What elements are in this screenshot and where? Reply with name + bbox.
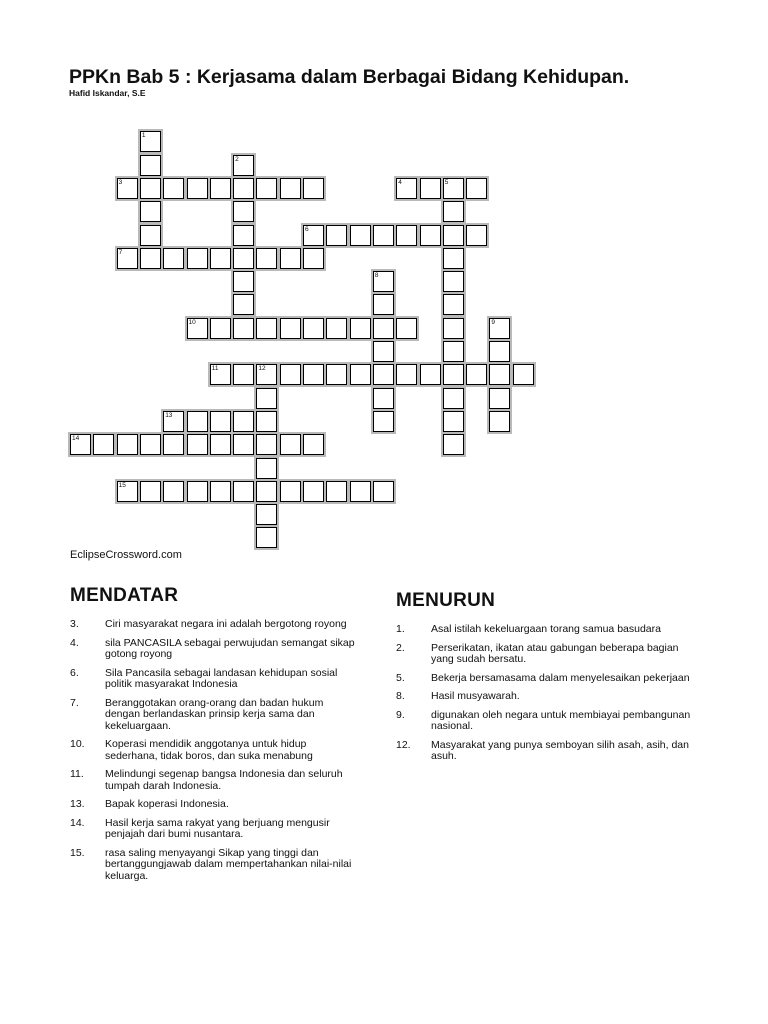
cell-number: 10 bbox=[188, 318, 196, 326]
crossword-cell[interactable] bbox=[187, 248, 208, 269]
clue-item bbox=[70, 698, 360, 733]
crossword-cell[interactable] bbox=[163, 178, 184, 199]
crossword-cell[interactable] bbox=[443, 178, 464, 199]
crossword-cell[interactable] bbox=[187, 318, 208, 339]
crossword-cell[interactable] bbox=[233, 434, 254, 455]
clue-number: 8. bbox=[396, 690, 405, 702]
crossword-cell[interactable] bbox=[373, 364, 394, 385]
cell-number: 11 bbox=[211, 365, 219, 373]
crossword-cell[interactable] bbox=[466, 225, 487, 246]
clue-item bbox=[70, 818, 360, 841]
clue-number: 7. bbox=[70, 696, 79, 709]
crossword-cell[interactable] bbox=[326, 318, 347, 339]
clue-text: rasa saling menyayangi Sikap yang tinggi dan bertanggungjawab dalam mempertahankan nilai-nilai keluarga. bbox=[105, 846, 352, 882]
crossword-cell[interactable] bbox=[443, 248, 464, 269]
crossword-cell[interactable] bbox=[443, 294, 464, 315]
crossword-cell[interactable] bbox=[326, 364, 347, 385]
crossword-cell[interactable] bbox=[466, 178, 487, 199]
crossword-cell[interactable] bbox=[350, 364, 371, 385]
clue-item bbox=[70, 799, 360, 811]
crossword-cell[interactable] bbox=[303, 434, 324, 455]
clue-item bbox=[70, 668, 360, 691]
clue-item bbox=[70, 848, 360, 883]
crossword-cell[interactable] bbox=[420, 178, 441, 199]
clue-number: 15. bbox=[70, 846, 85, 859]
crossword-cell[interactable] bbox=[303, 248, 324, 269]
crossword-cell[interactable] bbox=[280, 178, 301, 199]
crossword-cell[interactable] bbox=[163, 481, 184, 502]
clue-item bbox=[70, 769, 360, 792]
crossword-cell[interactable] bbox=[163, 434, 184, 455]
crossword-cell[interactable] bbox=[256, 434, 277, 455]
crossword-cell[interactable] bbox=[396, 178, 417, 199]
clue-text: Beranggotakan orang-orang dan badan hukum dengan berlandaskan prinsip kerja sama dan kekeluargaan. bbox=[105, 696, 324, 732]
across-clue-list bbox=[70, 619, 360, 889]
clue-number: 5. bbox=[396, 671, 405, 684]
crossword-cell[interactable] bbox=[396, 225, 417, 246]
cell-number: 6 bbox=[305, 225, 309, 233]
crossword-cell[interactable] bbox=[443, 364, 464, 385]
crossword-cell[interactable] bbox=[280, 481, 301, 502]
crossword-cell[interactable] bbox=[233, 225, 254, 246]
crossword-cell[interactable] bbox=[233, 364, 254, 385]
crossword-cell[interactable] bbox=[256, 364, 277, 385]
clue-text: digunakan oleh negara untuk membiayai pembangunan nasional. bbox=[431, 708, 691, 732]
clue-text: sila PANCASILA sebagai perwujudan semangat sikap gotong royong bbox=[105, 636, 355, 660]
crossword-cell[interactable] bbox=[70, 434, 91, 455]
crossword-cell[interactable] bbox=[233, 178, 254, 199]
crossword-cell[interactable] bbox=[233, 248, 254, 269]
crossword-cell[interactable] bbox=[443, 434, 464, 455]
clue-number: 9. bbox=[396, 708, 405, 721]
crossword-cell[interactable] bbox=[350, 318, 371, 339]
crossword-cell[interactable] bbox=[233, 411, 254, 432]
crossword-cell[interactable] bbox=[280, 248, 301, 269]
crossword-cell[interactable] bbox=[256, 178, 277, 199]
crossword-cell[interactable] bbox=[210, 318, 231, 339]
cell-number: 2 bbox=[235, 155, 239, 163]
clue-text: Bekerja bersamasama dalam menyelesaikan pekerjaan bbox=[431, 671, 690, 684]
clue-item bbox=[396, 673, 696, 685]
crossword-cell[interactable] bbox=[93, 434, 114, 455]
crossword-cell[interactable] bbox=[163, 411, 184, 432]
crossword-cell[interactable] bbox=[303, 318, 324, 339]
clue-item bbox=[396, 624, 696, 636]
clue-text: Hasil musyawarah. bbox=[431, 690, 520, 702]
clue-number: 3. bbox=[70, 618, 79, 630]
crossword-cell[interactable] bbox=[489, 388, 510, 409]
crossword-cell[interactable] bbox=[233, 318, 254, 339]
cell-number: 1 bbox=[141, 132, 146, 140]
crossword-cell[interactable] bbox=[373, 318, 394, 339]
crossword-cell[interactable] bbox=[256, 318, 277, 339]
clue-text: Asal istilah kekeluargaan torang samua basudara bbox=[431, 623, 661, 635]
crossword-cell[interactable] bbox=[443, 201, 464, 222]
clue-number: 12. bbox=[396, 738, 411, 751]
crossword-cell[interactable] bbox=[280, 434, 301, 455]
crossword-cell[interactable] bbox=[117, 434, 138, 455]
crossword-cell[interactable] bbox=[210, 411, 231, 432]
crossword-cell[interactable] bbox=[489, 364, 510, 385]
crossword-cell[interactable] bbox=[303, 481, 324, 502]
crossword-cell[interactable] bbox=[187, 178, 208, 199]
crossword-cell[interactable] bbox=[443, 341, 464, 362]
crossword-cell[interactable] bbox=[443, 271, 464, 292]
crossword-cell[interactable] bbox=[233, 271, 254, 292]
crossword-cell[interactable] bbox=[443, 388, 464, 409]
cell-number: 5 bbox=[444, 178, 449, 186]
crossword-cell[interactable] bbox=[233, 481, 254, 502]
clue-item bbox=[70, 619, 360, 631]
crossword-cell[interactable] bbox=[117, 248, 138, 269]
crossword-cell[interactable] bbox=[350, 481, 371, 502]
crossword-cell[interactable] bbox=[140, 434, 161, 455]
crossword-cell[interactable] bbox=[140, 155, 161, 176]
crossword-cell[interactable] bbox=[489, 318, 510, 339]
cell-number: 3 bbox=[118, 178, 123, 186]
clue-number: 11. bbox=[70, 768, 84, 780]
crossword-cell[interactable] bbox=[210, 248, 231, 269]
crossword-cell[interactable] bbox=[489, 411, 510, 432]
crossword-cell[interactable] bbox=[140, 481, 161, 502]
crossword-cell[interactable] bbox=[233, 294, 254, 315]
clue-number: 14. bbox=[70, 816, 85, 829]
crossword-cell[interactable] bbox=[187, 411, 208, 432]
cell-number: 4 bbox=[398, 178, 402, 186]
crossword-cell[interactable] bbox=[303, 364, 324, 385]
crossword-cell[interactable] bbox=[443, 225, 464, 246]
cell-number: 13 bbox=[165, 411, 173, 419]
clue-text: Hasil kerja sama rakyat yang berjuang mengusir penjajah dari bumi nusantara. bbox=[105, 816, 330, 840]
crossword-cell[interactable] bbox=[140, 225, 161, 246]
clue-item bbox=[396, 740, 696, 763]
clue-number: 1. bbox=[396, 623, 405, 635]
crossword-cell[interactable] bbox=[420, 364, 441, 385]
crossword-cell[interactable] bbox=[443, 411, 464, 432]
crossword-cell[interactable] bbox=[256, 248, 277, 269]
crossword-cell[interactable] bbox=[140, 178, 161, 199]
crossword-cell[interactable] bbox=[280, 364, 301, 385]
crossword-cell[interactable] bbox=[513, 364, 534, 385]
cell-number: 12 bbox=[258, 365, 266, 373]
cell-number: 15 bbox=[118, 481, 126, 489]
crossword-cell[interactable] bbox=[420, 225, 441, 246]
clue-item bbox=[396, 691, 696, 703]
crossword-cell[interactable] bbox=[256, 481, 277, 502]
crossword-cell[interactable] bbox=[210, 178, 231, 199]
across-heading: MENDATAR bbox=[70, 585, 179, 606]
crossword-cell[interactable] bbox=[140, 248, 161, 269]
crossword-cell[interactable] bbox=[443, 318, 464, 339]
crossword-cell[interactable] bbox=[396, 364, 417, 385]
clue-text: Melindungi segenap bangsa Indonesia dan seluruh tumpah darah Indonesia. bbox=[105, 768, 343, 792]
down-heading: MENURUN bbox=[396, 590, 496, 611]
cell-number: 8 bbox=[374, 272, 379, 280]
page-title: PPKn Bab 5 : Kerjasama dalam Berbagai Bidang Kehidupan. bbox=[69, 66, 630, 88]
crossword-cell[interactable] bbox=[210, 481, 231, 502]
clue-text: Koperasi mendidik anggotanya untuk hidup sederhana, tidak boros, dan suka menabung bbox=[105, 738, 313, 762]
crossword-cell[interactable] bbox=[256, 504, 277, 525]
crossword-cell[interactable] bbox=[210, 364, 231, 385]
crossword-cell[interactable] bbox=[140, 201, 161, 222]
cell-number: 7 bbox=[118, 248, 123, 256]
crossword-cell[interactable] bbox=[373, 271, 394, 292]
crossword-cell[interactable] bbox=[350, 225, 371, 246]
clue-number: 13. bbox=[70, 798, 85, 810]
crossword-cell[interactable] bbox=[373, 411, 394, 432]
clue-item bbox=[70, 638, 360, 661]
crossword-cell[interactable] bbox=[233, 201, 254, 222]
crossword-cell[interactable] bbox=[489, 341, 510, 362]
down-clue-list bbox=[396, 624, 696, 770]
clue-item bbox=[70, 739, 360, 762]
crossword-cell[interactable] bbox=[210, 434, 231, 455]
crossword-cell[interactable] bbox=[326, 481, 347, 502]
crossword-cell[interactable] bbox=[140, 131, 161, 152]
clue-text: Masyarakat yang punya semboyan silih asah, asih, dan asuh. bbox=[431, 738, 689, 762]
clue-item bbox=[396, 643, 696, 666]
crossword-cell[interactable] bbox=[280, 318, 301, 339]
crossword-cell[interactable] bbox=[233, 155, 254, 176]
crossword-cell[interactable] bbox=[303, 178, 324, 199]
credit-text: EclipseCrossword.com bbox=[70, 549, 182, 561]
crossword-cell[interactable] bbox=[256, 388, 277, 409]
crossword-cell[interactable] bbox=[163, 248, 184, 269]
cell-number: 9 bbox=[491, 318, 496, 326]
crossword-cell[interactable] bbox=[187, 481, 208, 502]
crossword-cell[interactable] bbox=[256, 527, 277, 548]
clue-item bbox=[396, 710, 696, 733]
clue-text: Bapak koperasi Indonesia. bbox=[105, 798, 229, 810]
clue-number: 2. bbox=[396, 641, 405, 654]
crossword-cell[interactable] bbox=[117, 178, 138, 199]
crossword-cell[interactable] bbox=[187, 434, 208, 455]
clue-text: Sila Pancasila sebagai landasan kehidupan sosial politik masyarakat Indonesia bbox=[105, 666, 338, 690]
clue-number: 10. bbox=[70, 738, 85, 750]
clue-number: 6. bbox=[70, 666, 79, 679]
crossword-cell[interactable] bbox=[373, 388, 394, 409]
crossword-cell[interactable] bbox=[117, 481, 138, 502]
author-name: Hafid Iskandar, S.E bbox=[69, 88, 146, 98]
cell-number: 14 bbox=[72, 435, 80, 443]
crossword-cell[interactable] bbox=[373, 294, 394, 315]
clue-number: 4. bbox=[70, 636, 79, 649]
crossword-cell[interactable] bbox=[256, 411, 277, 432]
clue-text: Ciri masyarakat negara ini adalah bergotong royong bbox=[105, 618, 347, 630]
clue-text: Perserikatan, ikatan atau gabungan beberapa bagian yang sudah bersatu. bbox=[431, 641, 679, 665]
crossword-cell[interactable] bbox=[373, 341, 394, 362]
crossword-cell[interactable] bbox=[373, 481, 394, 502]
crossword-cell[interactable] bbox=[396, 318, 417, 339]
crossword-cell[interactable] bbox=[303, 225, 324, 246]
crossword-cell[interactable] bbox=[256, 458, 277, 479]
crossword-cell[interactable] bbox=[373, 225, 394, 246]
crossword-cell[interactable] bbox=[466, 364, 487, 385]
crossword-cell[interactable] bbox=[326, 225, 347, 246]
